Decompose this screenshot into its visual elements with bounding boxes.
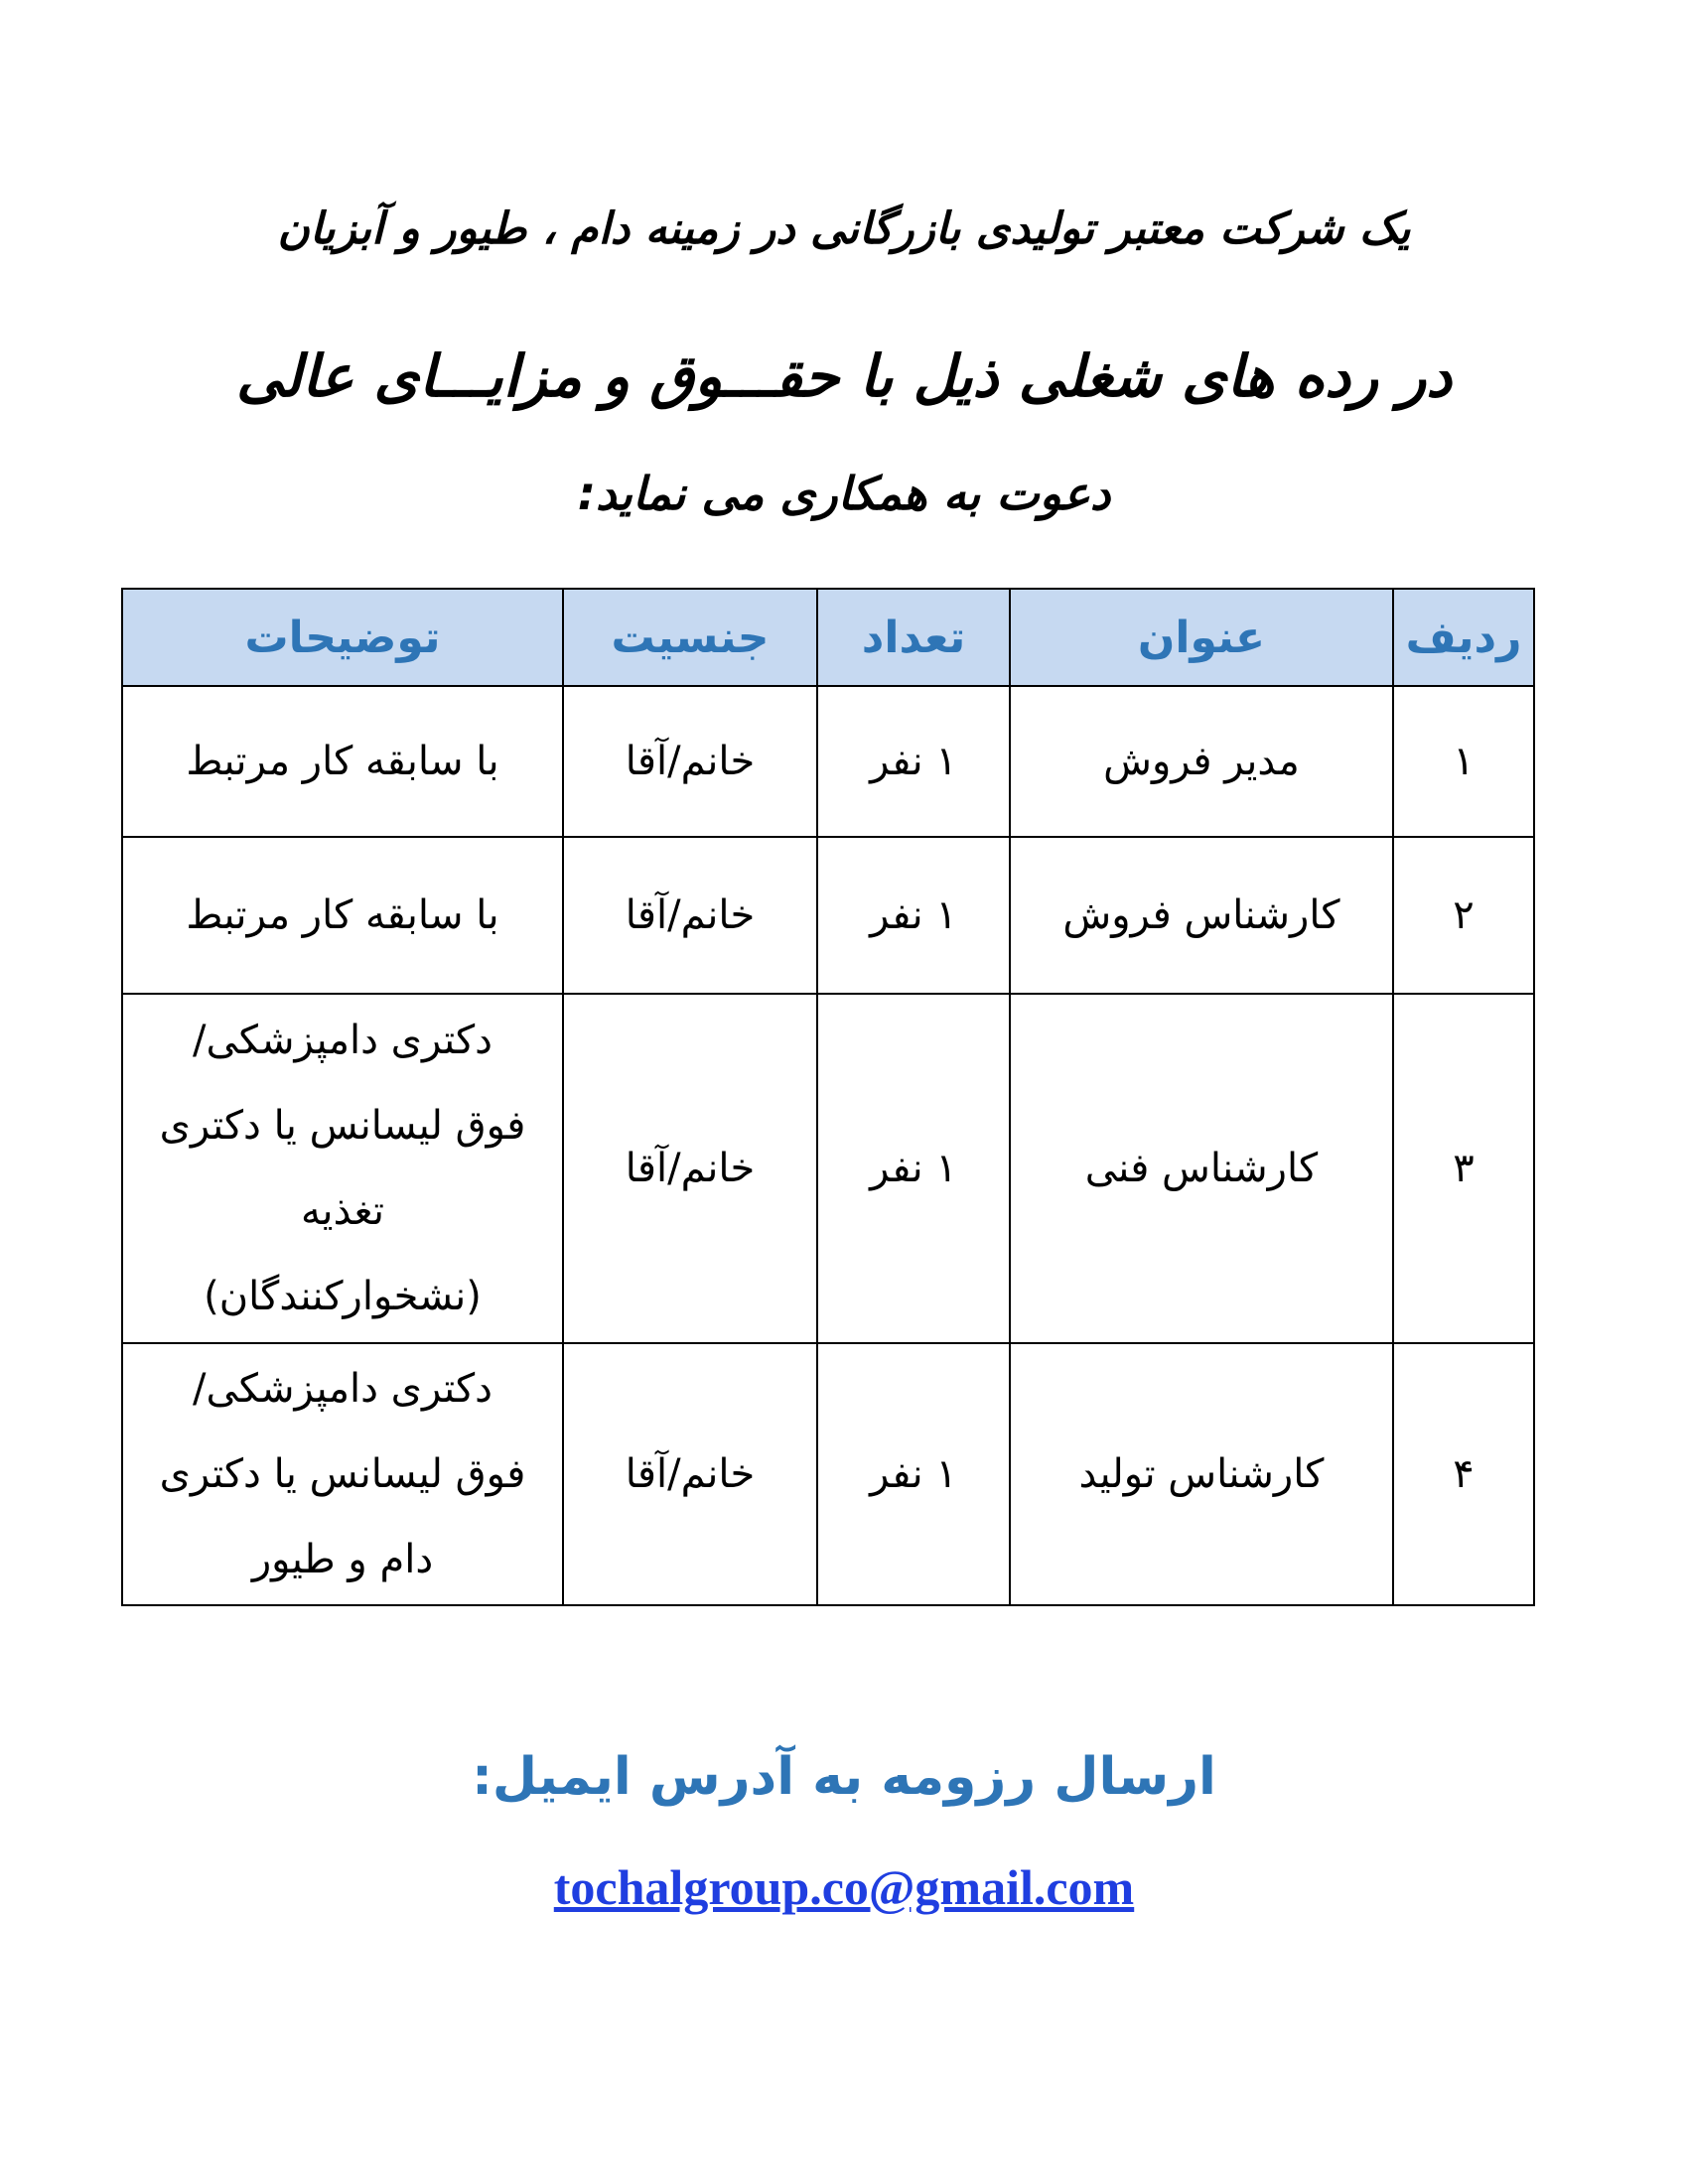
description-line: با سابقه کار مرتبط	[186, 892, 499, 938]
table-row	[122, 994, 1534, 1343]
cell-gender: خانم/آقا	[563, 686, 817, 837]
cell-row-number: ۱	[1393, 686, 1534, 837]
header-row-number: ردیف	[1393, 589, 1534, 686]
table-row	[122, 837, 1534, 994]
contact-email	[0, 1858, 1688, 1916]
cell-row-number: ۳	[1393, 994, 1534, 1343]
cell-gender: خانم/آقا	[563, 1343, 817, 1605]
cell-title: کارشناس فروش	[1010, 837, 1393, 994]
description-line: (نشخوارکنندگان)	[204, 1274, 482, 1319]
cell-row-number: ۴	[1393, 1343, 1534, 1605]
description-line: فوق لیسانس یا دکتری	[159, 1451, 526, 1497]
cell-count: ۱ نفر	[817, 994, 1010, 1343]
description-line: فوق لیسانس یا دکتری	[159, 1103, 526, 1149]
cell-title: مدیر فروش	[1010, 686, 1393, 837]
header-count: تعداد	[817, 589, 1010, 686]
description-line: با سابقه کار مرتبط	[186, 739, 499, 784]
cell-count: ۱ نفر	[817, 1343, 1010, 1605]
header-title: عنوان	[1010, 589, 1393, 686]
description-line: دکتری دامپزشکی/	[193, 1018, 492, 1063]
email-link[interactable]: tochalgroup.co@gmail.com	[553, 1859, 1135, 1915]
cell-count: ۱ نفر	[817, 837, 1010, 994]
header-description: توضیحات	[122, 589, 563, 686]
resume-submission-label: ارسال رزومه به آدرس ایمیل:	[472, 1747, 1216, 1807]
job-positions-table	[121, 588, 1535, 1606]
description-line: تغذیه	[300, 1188, 384, 1234]
cell-description	[122, 994, 563, 1343]
cell-title: کارشناس فنی	[1010, 994, 1393, 1343]
header-gender: جنسیت	[563, 589, 817, 686]
cell-description	[122, 1343, 563, 1605]
cell-description	[122, 837, 563, 994]
cell-count: ۱ نفر	[817, 686, 1010, 837]
cell-description	[122, 686, 563, 837]
invitation-heading: دعوت به همکاری می نماید:	[577, 467, 1111, 520]
cell-row-number: ۲	[1393, 837, 1534, 994]
job-levels-heading: در رده های شغلی ذیل با حقـــوق و مزایـــای عالی	[235, 342, 1453, 410]
table-header-row	[122, 589, 1534, 686]
company-intro-heading: یک شرکت معتبر تولیدی بازرگانی در زمینه دام ، طیور و آبزیان	[277, 204, 1411, 254]
table-row	[122, 1343, 1534, 1605]
description-line: دام و طیور	[251, 1537, 434, 1582]
table-row	[122, 686, 1534, 837]
description-line: دکتری دامپزشکی/	[193, 1366, 492, 1412]
cell-gender: خانم/آقا	[563, 837, 817, 994]
cell-title: کارشناس تولید	[1010, 1343, 1393, 1605]
cell-gender: خانم/آقا	[563, 994, 817, 1343]
